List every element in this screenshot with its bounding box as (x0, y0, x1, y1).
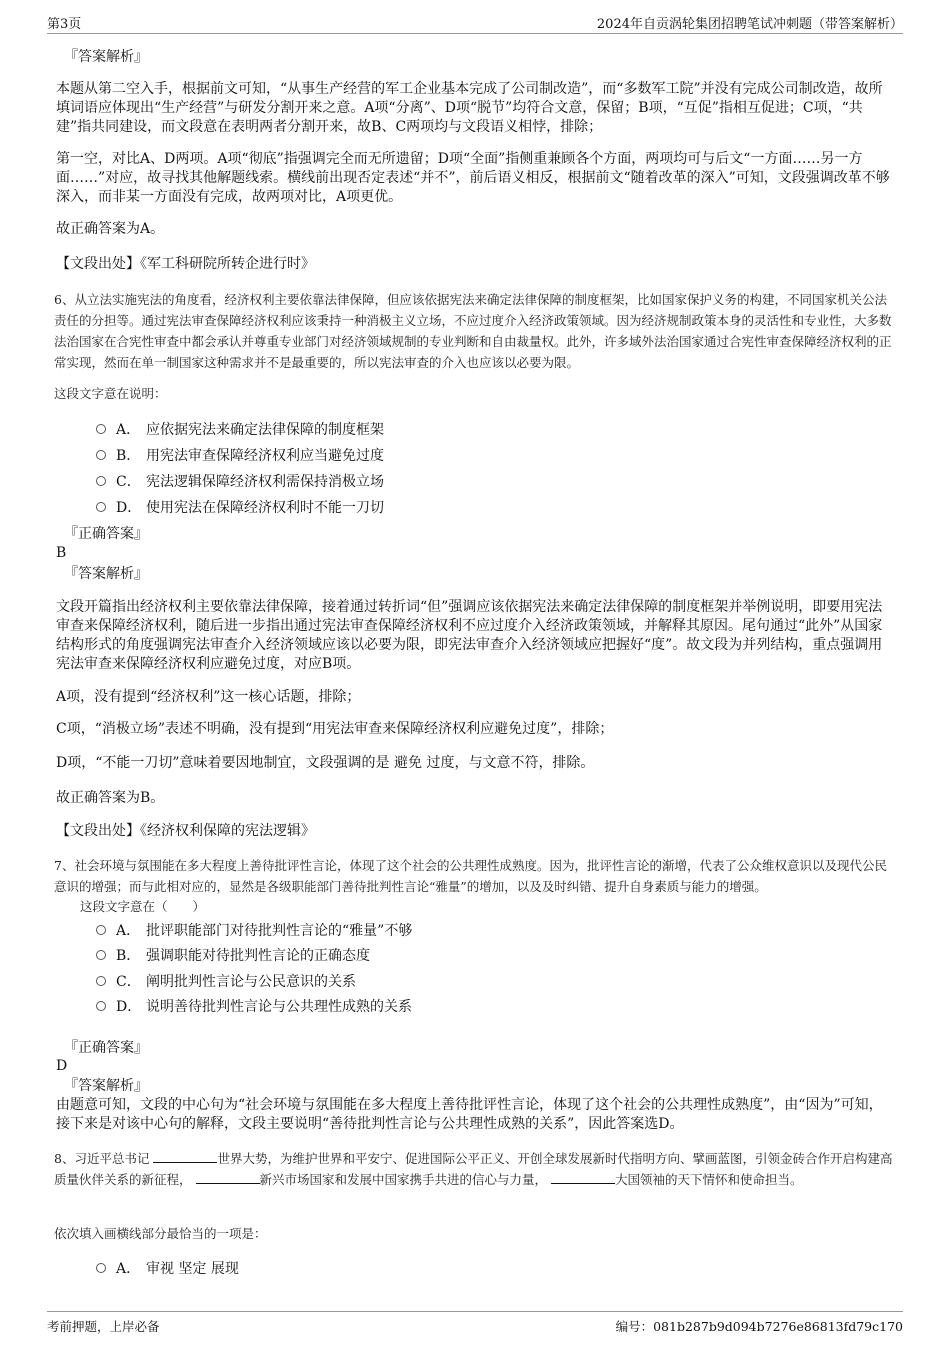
blank-2 (196, 1171, 260, 1184)
q5-source: 【文段出处】《军工科研院所转企进行时》 (56, 256, 315, 272)
document-id: 编号：081b287b9d094b7276e86813fd79c170 (615, 1319, 903, 1334)
q7-analysis-para1: 由题意可知，文段的中心句为“社会环境与氛围能在多大程度上善待批评性言论，体现了这个社会的公共理性成熟度”，由“因为”可知，接下来是对该中心句的解释，文段主要说明“善待批判性言论与公共理性成熟的关系”，因此答案选D。 (56, 1097, 883, 1132)
radio-icon[interactable] (96, 450, 106, 460)
q7-answer: D (56, 1058, 68, 1074)
q6-option-b[interactable]: B． 用宪法审查保障经济权利应当避免过度 (96, 445, 384, 465)
q7-answer-label: 『正确答案』 (64, 1040, 148, 1056)
q7-option-b[interactable]: B． 强调职能对待批判性言论的正确态度 (96, 945, 370, 965)
q5-analysis-para2: 第一空，对比A、D两项。A项“彻底”指强调完全而无所遗留；D项“全面”指侧重兼顾各个方面，两项均可与后文“一方面……另一方面……”对应，故寻找其他解题线索。横线前出现否定表述“并不”，前后语义相反，根据前文“随着改革的深入”可知，文段强调改革不够深入，而非某一方面没有完成，故两项对比，A项更优。 (56, 151, 890, 205)
radio-icon[interactable] (96, 424, 106, 434)
q6-ask: 这段文字意在说明： (54, 386, 167, 401)
page-header (47, 11, 903, 34)
q7-option-a[interactable]: A． 批评职能部门对待批判性言论的“雅量”不够 (96, 920, 412, 940)
document-title: 2024年自贡涡轮集团招聘笔试冲刺题（带答案解析） (596, 17, 903, 32)
q6-analysis-para3: C项，“消极立场”表述不明确，没有提到“用宪法审查来保障经济权利应避免过度”，排除； (56, 721, 614, 737)
q6-analysis-para1: 文段开篇指出经济权利主要依靠法律保障，接着通过转折词“但”强调应该依据宪法来确定法律保障的制度框架并举例说明，即要用宪法审查来保障经济权利，随后进一步指出通过宪法审查保障经济权利不应过度介入经济政策领域，并解释其原因。尾句通过“此外”从国家结构形式的角度强调宪法审查介入经济领域应该以必要为限，即宪法审查介入经济领域应把握好“度”。故文段为并列结构，重点强调用宪法审查来保障经济权利应避免过度，对应B项。 (56, 599, 883, 672)
q5-analysis-para1: 本题从第二空入手，根据前文可知，“从事生产经营的军工企业基本完成了公司制改造”，而“多数军工院”并没有完成公司制改造，故所填词语应体现出“生产经营”与研发分割开来之意。A项“分离”、D项“脱节”均符合文意，保留；B项，“互促”指相互促进；C项，“共建”指共同建设，而文段意在表明两者分割开来，故B、C两项均与文段语义相悖，排除； (56, 81, 883, 135)
q6-analysis-para2: A项，没有提到“经济权利”这一核心话题，排除； (56, 689, 361, 705)
q7-analysis-label: 『答案解析』 (64, 1078, 148, 1094)
q6-answer-label: 『正确答案』 (64, 526, 148, 542)
q8-stem: 8、习近平总书记 世界大势，为维护世界和平安宁、促进国际公平正义、开创全球发展新时代指明方向、擘画蓝图，引领金砖合作开启构建高质量伙伴关系的新征程， 新兴市场国家和发展中国家携手共进的信心与力量， 大国领袖的天下情怀和使命担当。 (54, 1151, 893, 1187)
q6-option-a[interactable]: A． 应依据宪法来确定法律保障的制度框架 (96, 419, 384, 439)
q6-conclusion: 故正确答案为B。 (56, 790, 165, 806)
q8-ask: 依次填入画横线部分最恰当的一项是： (54, 1226, 267, 1241)
q6-analysis-label: 『答案解析』 (64, 566, 148, 582)
q8-option-a[interactable]: A． 审视 坚定 展现 (96, 1258, 239, 1278)
q5-conclusion: 故正确答案为A。 (56, 221, 165, 237)
radio-icon[interactable] (96, 976, 106, 986)
footer-slogan: 考前押题，上岸必备 (47, 1319, 160, 1334)
radio-icon[interactable] (96, 476, 106, 486)
radio-icon[interactable] (96, 950, 106, 960)
radio-icon[interactable] (96, 502, 106, 512)
q7-ask: 这段文字意在（ ） (80, 899, 206, 914)
q6-source: 【文段出处】《经济权利保障的宪法逻辑》 (56, 823, 315, 839)
blank-1 (153, 1150, 217, 1163)
q6-answer: B (56, 545, 67, 561)
q7-stem: 7、社会环境与氛围能在多大程度上善待批评性言论，体现了这个社会的公共理性成熟度。因为，批评性言论的渐增，代表了公众维权意识以及现代公民意识的增强；而与此相对应的，显然是各级职能部门善待批判性言论“雅量”的增加，以及及时纠错、提升自身素质与能力的增强。 (54, 858, 887, 894)
q7-option-c[interactable]: C． 阐明批判性言论与公民意识的关系 (96, 971, 356, 991)
q5-analysis-label: 『答案解析』 (64, 49, 148, 65)
q6-option-d[interactable]: D． 使用宪法在保障经济权利时不能一刀切 (96, 497, 384, 517)
radio-icon[interactable] (96, 925, 106, 935)
blank-3 (551, 1171, 615, 1184)
q6-option-c[interactable]: C． 宪法逻辑保障经济权利需保持消极立场 (96, 471, 384, 491)
radio-icon[interactable] (96, 1263, 106, 1273)
page-number: 第3页 (47, 17, 82, 32)
page-footer (47, 1311, 903, 1336)
q6-analysis-para4: D项，“不能一刀切”意味着要因地制宜，文段强调的是 避免 过度，与文意不符，排除。 (56, 755, 595, 771)
q6-stem: 6、从立法实施宪法的角度看，经济权利主要依靠法律保障，但应该依据宪法来确定法律保障的制度框架，比如国家保护义务的构建，不同国家机关公法责任的分担等。通过宪法审查保障经济权利应该秉持一种消极主义立场，不应过度介入经济政策领域。因为经济规制政策本身的灵活性和专业性，大多数法治国家在合宪性审查中都会承认并尊重专业部门对经济领域规制的专业判断和自由裁量权。此外，许多域外法治国家通过合宪性审查保障经济权利的正常实现，然而在单一制国家这种需求并不是最重要的，所以宪法审查的介入也应该以必要为限。 (54, 292, 892, 370)
radio-icon[interactable] (96, 1001, 106, 1011)
q7-option-d[interactable]: D． 说明善待批判性言论与公共理性成熟的关系 (96, 996, 412, 1016)
